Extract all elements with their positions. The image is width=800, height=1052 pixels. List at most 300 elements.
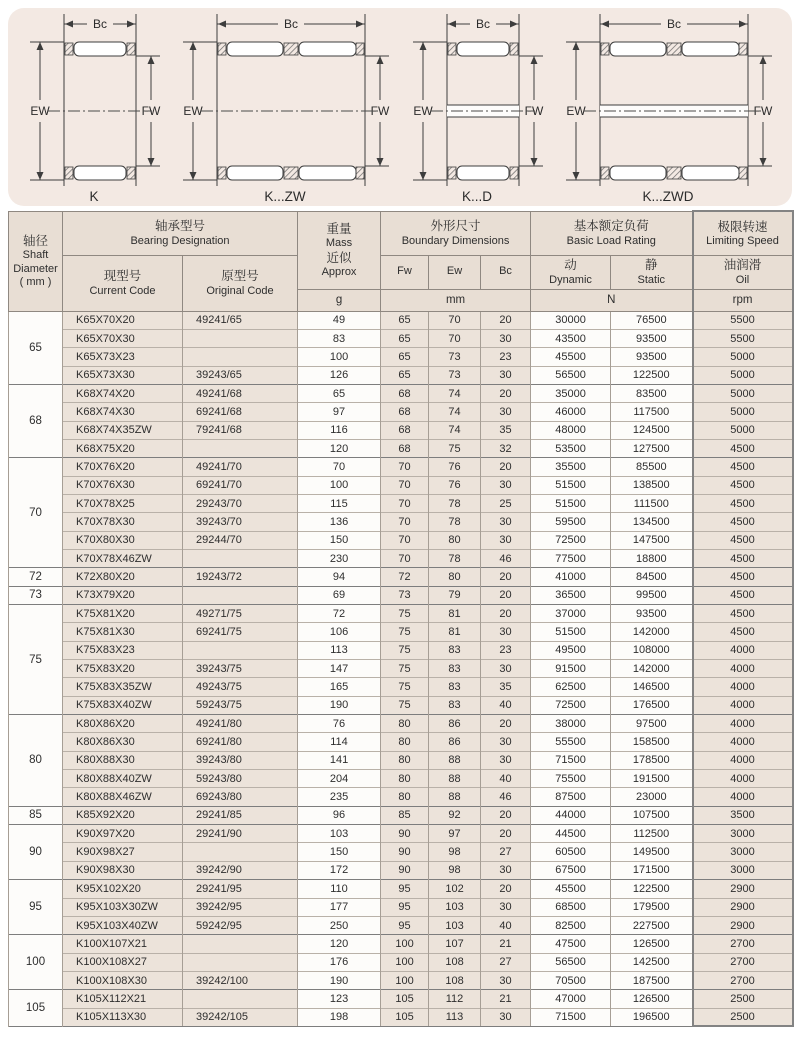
ew-cell: 103: [429, 898, 481, 916]
oil-speed-cell: 4000: [693, 788, 793, 806]
mass-cell: 96: [298, 806, 381, 824]
table-row: [9, 403, 793, 421]
header-original-code: [183, 255, 298, 311]
dynamic-load-cell: 68500: [531, 898, 611, 916]
dynamic-load-cell: 49500: [531, 641, 611, 659]
current-code-cell: K73X79X20: [63, 586, 183, 604]
mass-cell: 172: [298, 861, 381, 879]
ew-cell: 103: [429, 916, 481, 934]
mass-cell: 120: [298, 935, 381, 953]
fw-cell: 68: [381, 403, 429, 421]
mass-cell: 97: [298, 403, 381, 421]
header-oil-en: Oil: [735, 273, 750, 286]
current-code-cell: K90X97X20: [63, 825, 183, 843]
static-load-cell: 134500: [611, 513, 693, 531]
ew-cell: 83: [429, 660, 481, 678]
dynamic-load-cell: 45500: [531, 348, 611, 366]
table-row: [9, 971, 793, 989]
header-shaft-en3: ( mm ): [19, 275, 52, 288]
mass-cell: 190: [298, 971, 381, 989]
header-designation-zh: 轴承型号: [155, 219, 206, 234]
current-code-cell: K65X70X20: [63, 311, 183, 329]
bc-cell: 46: [481, 788, 531, 806]
mass-cell: 116: [298, 421, 381, 439]
mass-cell: 235: [298, 788, 381, 806]
oil-speed-cell: 3000: [693, 843, 793, 861]
static-load-cell: 107500: [611, 806, 693, 824]
oil-speed-cell: 4500: [693, 549, 793, 567]
bc-cell: 23: [481, 348, 531, 366]
table-row: [9, 568, 793, 586]
dynamic-load-cell: 43500: [531, 329, 611, 347]
static-load-cell: 76500: [611, 311, 693, 329]
header-mass-zh: 重量: [326, 221, 352, 236]
dynamic-load-cell: 36500: [531, 586, 611, 604]
dynamic-load-cell: 51500: [531, 623, 611, 641]
mass-cell: 100: [298, 476, 381, 494]
original-code-cell: 49241/70: [183, 458, 298, 476]
static-load-cell: 146500: [611, 678, 693, 696]
shaft-diameter-cell: 90: [9, 825, 63, 880]
ew-cell: 74: [429, 403, 481, 421]
current-code-cell: K105X112X21: [63, 990, 183, 1008]
header-dims-zh: 外形尺寸: [430, 219, 481, 234]
bc-cell: 20: [481, 825, 531, 843]
fw-cell: 70: [381, 531, 429, 549]
oil-speed-cell: 4500: [693, 439, 793, 457]
static-load-cell: 142000: [611, 623, 693, 641]
shaft-diameter-cell: 72: [9, 568, 63, 586]
dynamic-load-cell: 72500: [531, 696, 611, 714]
bc-cell: 40: [481, 916, 531, 934]
fw-cell: 65: [381, 329, 429, 347]
static-load-cell: 112500: [611, 825, 693, 843]
oil-speed-cell: 4500: [693, 623, 793, 641]
dynamic-load-cell: 46000: [531, 403, 611, 421]
static-load-cell: 93500: [611, 348, 693, 366]
fw-cell: 70: [381, 549, 429, 567]
current-code-cell: K68X74X30: [63, 403, 183, 421]
mass-cell: 250: [298, 916, 381, 934]
current-code-cell: K70X78X30: [63, 513, 183, 531]
current-code-cell: K65X73X23: [63, 348, 183, 366]
table-row: [9, 806, 793, 824]
dynamic-load-cell: 55500: [531, 733, 611, 751]
mass-cell: 176: [298, 953, 381, 971]
mass-cell: 69: [298, 586, 381, 604]
header-static-en: Static: [637, 273, 666, 286]
bearing-diagram-k: [18, 8, 170, 206]
original-code-cell: [183, 843, 298, 861]
ew-cell: 108: [429, 971, 481, 989]
oil-speed-cell: 5000: [693, 348, 793, 366]
ew-dim-label: EW: [412, 104, 433, 118]
oil-speed-cell: 2500: [693, 1008, 793, 1026]
ew-cell: 73: [429, 366, 481, 384]
header-static: [611, 255, 693, 289]
shaft-diameter-cell: 70: [9, 458, 63, 568]
header-original-zh: 原型号: [221, 269, 259, 284]
table-row: [9, 843, 793, 861]
original-code-cell: 29241/95: [183, 880, 298, 898]
current-code-cell: K68X75X20: [63, 439, 183, 457]
static-load-cell: 108000: [611, 641, 693, 659]
ew-cell: 88: [429, 751, 481, 769]
bc-cell: 35: [481, 678, 531, 696]
ew-cell: 107: [429, 935, 481, 953]
static-load-cell: 126500: [611, 935, 693, 953]
table-row: [9, 825, 793, 843]
table-row: [9, 715, 793, 733]
fw-cell: 105: [381, 1008, 429, 1026]
table-row: [9, 641, 793, 659]
mass-cell: 126: [298, 366, 381, 384]
current-code-cell: K100X107X21: [63, 935, 183, 953]
fw-dim-label: FW: [141, 104, 161, 118]
current-code-cell: K90X98X27: [63, 843, 183, 861]
original-code-cell: [183, 641, 298, 659]
current-code-cell: K65X70X30: [63, 329, 183, 347]
mass-cell: 72: [298, 605, 381, 623]
fw-cell: 80: [381, 788, 429, 806]
static-load-cell: 124500: [611, 421, 693, 439]
fw-cell: 70: [381, 476, 429, 494]
mass-cell: 177: [298, 898, 381, 916]
static-load-cell: 126500: [611, 990, 693, 1008]
original-code-cell: 69241/68: [183, 403, 298, 421]
table-row: [9, 660, 793, 678]
header-oil-zh: 油润滑: [723, 258, 762, 273]
fw-cell: 70: [381, 494, 429, 512]
ew-cell: 75: [429, 439, 481, 457]
fw-cell: 85: [381, 806, 429, 824]
original-code-cell: 39242/105: [183, 1008, 298, 1026]
header-bearing-designation: [63, 211, 298, 255]
fw-cell: 68: [381, 384, 429, 402]
current-code-cell: K95X102X20: [63, 880, 183, 898]
ew-cell: 98: [429, 843, 481, 861]
header-oil: [693, 255, 793, 289]
table-row: [9, 348, 793, 366]
oil-speed-cell: 4500: [693, 458, 793, 476]
table-row: [9, 751, 793, 769]
oil-speed-cell: 5500: [693, 311, 793, 329]
mass-cell: 150: [298, 531, 381, 549]
mass-cell: 94: [298, 568, 381, 586]
mass-cell: 198: [298, 1008, 381, 1026]
original-code-cell: 69241/75: [183, 623, 298, 641]
dynamic-load-cell: 47000: [531, 990, 611, 1008]
static-load-cell: 227500: [611, 916, 693, 934]
original-code-cell: [183, 953, 298, 971]
oil-speed-cell: 4500: [693, 513, 793, 531]
header-shaft-en1: Shaft: [22, 249, 49, 262]
ew-cell: 83: [429, 678, 481, 696]
dynamic-load-cell: 77500: [531, 549, 611, 567]
header-dims-en: Boundary Dimensions: [401, 234, 510, 247]
table-row: [9, 513, 793, 531]
mass-cell: 70: [298, 458, 381, 476]
fw-cell: 73: [381, 586, 429, 604]
ew-cell: 78: [429, 494, 481, 512]
oil-speed-cell: 4000: [693, 696, 793, 714]
oil-speed-cell: 4500: [693, 494, 793, 512]
static-load-cell: 179500: [611, 898, 693, 916]
original-code-cell: 29244/70: [183, 531, 298, 549]
mass-cell: 110: [298, 880, 381, 898]
mass-cell: 113: [298, 641, 381, 659]
original-code-cell: 39242/95: [183, 898, 298, 916]
ew-cell: 81: [429, 605, 481, 623]
original-code-cell: 59242/95: [183, 916, 298, 934]
current-code-cell: K75X83X23: [63, 641, 183, 659]
current-code-cell: K80X88X46ZW: [63, 788, 183, 806]
dynamic-load-cell: 71500: [531, 751, 611, 769]
static-load-cell: 122500: [611, 880, 693, 898]
current-code-cell: K80X88X40ZW: [63, 770, 183, 788]
dynamic-load-cell: 56500: [531, 953, 611, 971]
ew-dim-label: EW: [183, 104, 203, 118]
shaft-diameter-cell: 65: [9, 311, 63, 384]
ew-cell: 97: [429, 825, 481, 843]
bc-cell: 20: [481, 568, 531, 586]
bc-cell: 35: [481, 421, 531, 439]
original-code-cell: [183, 586, 298, 604]
fw-cell: 95: [381, 898, 429, 916]
static-load-cell: 85500: [611, 458, 693, 476]
header-load-en: Basic Load Rating: [566, 234, 656, 247]
current-code-cell: K95X103X40ZW: [63, 916, 183, 934]
static-load-cell: 142500: [611, 953, 693, 971]
header-load-unit: N: [531, 289, 693, 311]
static-load-cell: 176500: [611, 696, 693, 714]
oil-speed-cell: 2900: [693, 898, 793, 916]
ew-cell: 80: [429, 568, 481, 586]
table-row: [9, 494, 793, 512]
fw-cell: 100: [381, 935, 429, 953]
dynamic-load-cell: 44000: [531, 806, 611, 824]
current-code-cell: K80X88X30: [63, 751, 183, 769]
ew-cell: 86: [429, 715, 481, 733]
fw-cell: 80: [381, 733, 429, 751]
diagram-type-label: K...ZW: [264, 189, 306, 204]
table-row: [9, 623, 793, 641]
table-row: [9, 953, 793, 971]
mass-cell: 123: [298, 990, 381, 1008]
fw-cell: 68: [381, 439, 429, 457]
oil-speed-cell: 2700: [693, 935, 793, 953]
dynamic-load-cell: 38000: [531, 715, 611, 733]
dynamic-load-cell: 91500: [531, 660, 611, 678]
static-load-cell: 93500: [611, 605, 693, 623]
bc-dim-label: Bc: [92, 17, 108, 31]
oil-speed-cell: 4000: [693, 770, 793, 788]
ew-cell: 108: [429, 953, 481, 971]
mass-cell: 230: [298, 549, 381, 567]
mass-cell: 49: [298, 311, 381, 329]
bc-cell: 30: [481, 531, 531, 549]
bc-cell: 30: [481, 366, 531, 384]
mass-cell: 120: [298, 439, 381, 457]
ew-cell: 86: [429, 733, 481, 751]
dynamic-load-cell: 67500: [531, 861, 611, 879]
table-row: [9, 329, 793, 347]
current-code-cell: K70X76X30: [63, 476, 183, 494]
ew-dim-label: EW: [566, 104, 586, 118]
dynamic-load-cell: 59500: [531, 513, 611, 531]
original-code-cell: [183, 439, 298, 457]
static-load-cell: 117500: [611, 403, 693, 421]
header-shaft-diameter: [9, 211, 63, 311]
header-boundary-dimensions: [381, 211, 531, 255]
header-current-en: Current Code: [89, 284, 156, 297]
header-ew-label: Ew: [446, 265, 463, 278]
static-load-cell: 84500: [611, 568, 693, 586]
header-speed-zh: 极限转速: [717, 219, 768, 234]
mass-cell: 165: [298, 678, 381, 696]
diagram-type-label: K...ZWD: [642, 189, 694, 204]
shaft-diameter-cell: 100: [9, 935, 63, 990]
bc-cell: 30: [481, 476, 531, 494]
static-load-cell: 97500: [611, 715, 693, 733]
static-load-cell: 127500: [611, 439, 693, 457]
dynamic-load-cell: 53500: [531, 439, 611, 457]
current-code-cell: K65X73X30: [63, 366, 183, 384]
fw-cell: 90: [381, 843, 429, 861]
table-row: [9, 531, 793, 549]
bc-cell: 20: [481, 384, 531, 402]
bc-cell: 20: [481, 458, 531, 476]
original-code-cell: [183, 935, 298, 953]
shaft-diameter-cell: 80: [9, 715, 63, 807]
bc-cell: 25: [481, 494, 531, 512]
oil-speed-cell: 4000: [693, 660, 793, 678]
header-dynamic-zh: 动: [564, 258, 577, 273]
header-basic-load-rating: [531, 211, 693, 255]
header-fw: [381, 255, 429, 289]
bc-cell: 20: [481, 605, 531, 623]
table-row: [9, 476, 793, 494]
fw-cell: 75: [381, 605, 429, 623]
bc-dim-label: Bc: [284, 17, 299, 31]
oil-speed-cell: 4500: [693, 568, 793, 586]
ew-cell: 98: [429, 861, 481, 879]
header-bc: [481, 255, 531, 289]
bc-dim-label: Bc: [666, 17, 681, 31]
ew-cell: 83: [429, 696, 481, 714]
header-mass: [298, 211, 381, 289]
current-code-cell: K100X108X27: [63, 953, 183, 971]
fw-cell: 70: [381, 458, 429, 476]
shaft-diameter-cell: 105: [9, 990, 63, 1027]
dynamic-load-cell: 37000: [531, 605, 611, 623]
bc-cell: 30: [481, 751, 531, 769]
dynamic-load-cell: 75500: [531, 770, 611, 788]
original-code-cell: 49241/68: [183, 384, 298, 402]
current-code-cell: K75X81X20: [63, 605, 183, 623]
table-row: [9, 586, 793, 604]
ew-cell: 70: [429, 311, 481, 329]
original-code-cell: 39242/90: [183, 861, 298, 879]
table-row: [9, 990, 793, 1008]
current-code-cell: K90X98X30: [63, 861, 183, 879]
static-load-cell: 191500: [611, 770, 693, 788]
current-code-cell: K70X80X30: [63, 531, 183, 549]
table-row: [9, 384, 793, 402]
mass-cell: 83: [298, 329, 381, 347]
ew-cell: 79: [429, 586, 481, 604]
static-load-cell: 147500: [611, 531, 693, 549]
fw-cell: 105: [381, 990, 429, 1008]
fw-cell: 68: [381, 421, 429, 439]
ew-cell: 113: [429, 1008, 481, 1026]
fw-dim-label: FW: [371, 104, 390, 118]
ew-cell: 76: [429, 458, 481, 476]
original-code-cell: 39243/65: [183, 366, 298, 384]
bc-cell: 30: [481, 1008, 531, 1026]
oil-speed-cell: 3500: [693, 806, 793, 824]
oil-speed-cell: 5000: [693, 366, 793, 384]
fw-cell: 100: [381, 953, 429, 971]
ew-cell: 112: [429, 990, 481, 1008]
bc-cell: 20: [481, 806, 531, 824]
bc-cell: 27: [481, 953, 531, 971]
static-load-cell: 171500: [611, 861, 693, 879]
dynamic-load-cell: 30000: [531, 311, 611, 329]
fw-dim-label: FW: [753, 104, 773, 118]
original-code-cell: 29241/90: [183, 825, 298, 843]
bc-cell: 20: [481, 586, 531, 604]
bearing-diagrams-panel: [8, 8, 792, 206]
mass-cell: 100: [298, 348, 381, 366]
header-limiting-speed: [693, 211, 793, 255]
bearing-spec-table: [8, 210, 794, 1027]
fw-cell: 75: [381, 660, 429, 678]
table-row: [9, 549, 793, 567]
mass-cell: 147: [298, 660, 381, 678]
shaft-diameter-cell: 73: [9, 586, 63, 604]
bc-cell: 23: [481, 641, 531, 659]
ew-dim-label: EW: [30, 104, 50, 118]
shaft-diameter-cell: 68: [9, 384, 63, 457]
original-code-cell: [183, 329, 298, 347]
bc-cell: 30: [481, 403, 531, 421]
mass-cell: 150: [298, 843, 381, 861]
current-code-cell: K80X86X20: [63, 715, 183, 733]
oil-speed-cell: 4000: [693, 715, 793, 733]
header-dims-unit: mm: [381, 289, 531, 311]
fw-cell: 95: [381, 880, 429, 898]
oil-speed-cell: 2900: [693, 880, 793, 898]
mass-cell: 141: [298, 751, 381, 769]
current-code-cell: K75X81X30: [63, 623, 183, 641]
bc-cell: 21: [481, 990, 531, 1008]
header-current-code: [63, 255, 183, 311]
dynamic-load-cell: 48000: [531, 421, 611, 439]
table-row: [9, 935, 793, 953]
table-row: [9, 916, 793, 934]
fw-cell: 75: [381, 678, 429, 696]
table-row: [9, 458, 793, 476]
bc-cell: 40: [481, 770, 531, 788]
header-shaft-zh: 轴径: [22, 234, 48, 249]
header-designation-en: Bearing Designation: [130, 234, 230, 247]
table-row: [9, 861, 793, 879]
original-code-cell: 49241/65: [183, 311, 298, 329]
mass-cell: 190: [298, 696, 381, 714]
table-row: [9, 678, 793, 696]
header-original-en: Original Code: [206, 284, 274, 297]
